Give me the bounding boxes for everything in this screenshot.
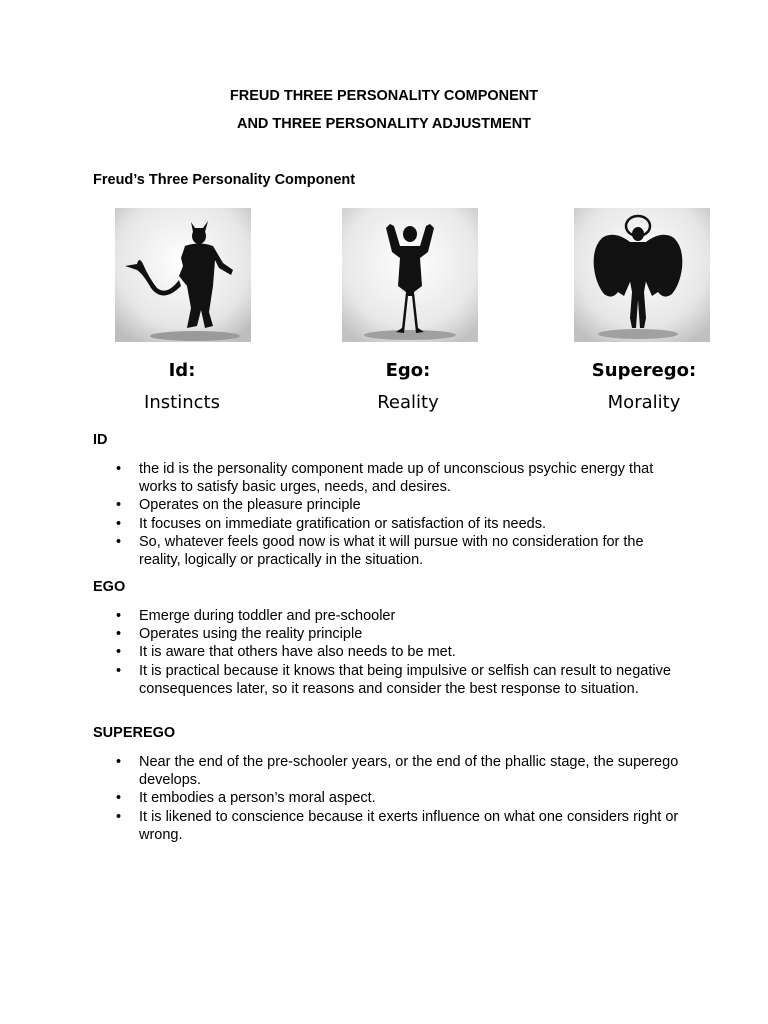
ego-list bbox=[139, 607, 684, 698]
list-item: • So, whatever feels good now is what it will pursue with no consideration for the reality, logically or practically in the situation. bbox=[139, 533, 684, 569]
superego-caption-name: Superego: bbox=[591, 360, 697, 381]
id-caption-word: Instincts bbox=[144, 392, 220, 413]
id-figure bbox=[115, 208, 251, 342]
list-item: • It is likened to conscience because it exerts influence on what one considers right or wrong. bbox=[139, 808, 684, 844]
list-item: • Emerge during toddler and pre-schooler bbox=[139, 607, 684, 625]
devil-silhouette-icon bbox=[115, 208, 251, 342]
list-item: • Operates using the reality principle bbox=[139, 625, 684, 643]
subheading: Freud’s Three Personality Component bbox=[93, 172, 356, 188]
list-item: • It embodies a person’s moral aspect. bbox=[139, 789, 684, 807]
list-item: • the id is the personality component made up of unconscious psychic energy that works to satisfy basic urges, needs, and desires. bbox=[139, 460, 684, 496]
page-title-line-2: AND THREE PERSONALITY ADJUSTMENT bbox=[236, 116, 532, 132]
superego-list bbox=[139, 753, 684, 844]
id-caption-name: Id: bbox=[168, 360, 196, 381]
ego-caption-word: Reality bbox=[377, 392, 439, 413]
list-item: • Operates on the pleasure principle bbox=[139, 496, 684, 514]
id-list bbox=[139, 460, 684, 569]
ego-figure bbox=[342, 208, 478, 342]
list-item: • Near the end of the pre-schooler years, or the end of the phallic stage, the superego develops. bbox=[139, 753, 684, 789]
person-arms-raised-icon bbox=[342, 208, 478, 342]
ego-heading: EGO bbox=[93, 579, 126, 595]
superego-figure bbox=[574, 208, 710, 342]
list-item: • It is aware that others have also needs to be met. bbox=[139, 643, 684, 661]
ego-caption-name: Ego: bbox=[385, 360, 431, 381]
superego-heading: SUPEREGO bbox=[93, 725, 176, 741]
page-title-line-1: FREUD THREE PERSONALITY COMPONENT bbox=[229, 88, 539, 104]
id-heading: ID bbox=[93, 432, 108, 448]
superego-caption-word: Morality bbox=[607, 392, 681, 413]
angel-silhouette-icon bbox=[574, 208, 710, 342]
list-item: • It is practical because it knows that being impulsive or selfish can result to negative consequences later, so it reasons and consider the best response to situation. bbox=[139, 662, 684, 698]
list-item: • It focuses on immediate gratification or satisfaction of its needs. bbox=[139, 515, 684, 533]
